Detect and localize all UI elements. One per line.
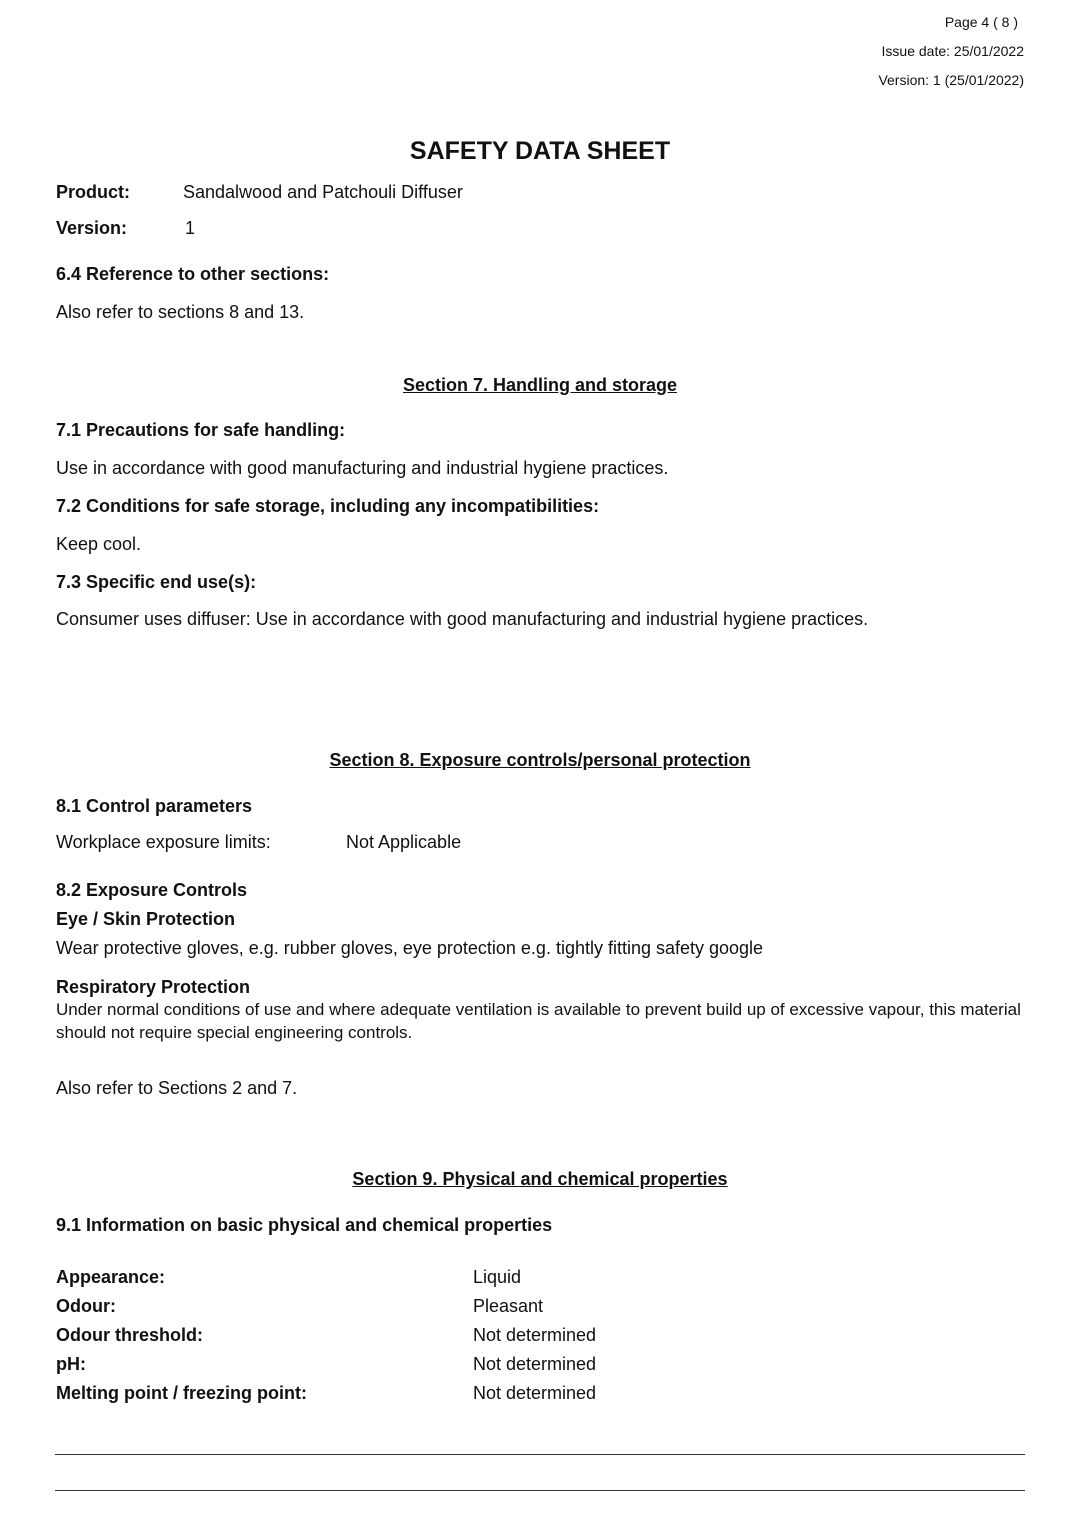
property-label: Odour threshold: bbox=[56, 1325, 203, 1345]
text-7-1: Use in accordance with good manufacturing and industrial hygiene practices. bbox=[56, 458, 669, 478]
version-label: Version: bbox=[56, 218, 128, 238]
text-7-2: Keep cool. bbox=[56, 534, 142, 554]
eye-skin-text: Wear protective gloves, e.g. rubber gloves, eye protection e.g. tightly fitting safety google bbox=[56, 938, 764, 958]
heading-6-4: 6.4 Reference to other sections: bbox=[56, 264, 330, 284]
exposure-limits-label: Workplace exposure limits: bbox=[56, 832, 271, 852]
page-number: Page 4 ( 8 ) bbox=[944, 14, 1018, 30]
footer-rule-bottom bbox=[55, 1490, 1025, 1491]
respiratory-text: Under normal conditions of use and where adequate ventilation is available to prevent build up of excessive vapour, this material should not require special engineering controls. bbox=[56, 1000, 1021, 1042]
version-value: 1 bbox=[185, 218, 196, 238]
property-label: Appearance: bbox=[56, 1267, 166, 1287]
section-9-title: Section 9. Physical and chemical properties bbox=[352, 1169, 728, 1189]
eye-skin-heading: Eye / Skin Protection bbox=[56, 909, 236, 929]
property-value: Not determined bbox=[473, 1325, 597, 1345]
property-label: Melting point / freezing point: bbox=[56, 1383, 307, 1403]
property-value: Not determined bbox=[473, 1354, 597, 1374]
product-label: Product: bbox=[56, 182, 130, 202]
property-value: Not determined bbox=[473, 1383, 597, 1403]
heading-7-2: 7.2 Conditions for safe storage, including any incompatibilities: bbox=[56, 496, 600, 516]
text-7-3: Consumer uses diffuser: Use in accordance with good manufacturing and industrial hygiene practices. bbox=[56, 609, 869, 629]
heading-7-1: 7.1 Precautions for safe handling: bbox=[56, 420, 346, 440]
also-refer-text: Also refer to Sections 2 and 7. bbox=[56, 1078, 298, 1098]
heading-8-1: 8.1 Control parameters bbox=[56, 796, 253, 816]
document-title: SAFETY DATA SHEET bbox=[409, 137, 671, 165]
property-label: pH: bbox=[56, 1354, 86, 1374]
issue-date: Issue date: 25/01/2022 bbox=[881, 43, 1024, 59]
property-value: Pleasant bbox=[473, 1296, 544, 1316]
exposure-limits-value: Not Applicable bbox=[346, 832, 462, 852]
heading-7-3: 7.3 Specific end use(s): bbox=[56, 572, 257, 592]
text-6-4: Also refer to sections 8 and 13. bbox=[56, 302, 305, 322]
section-8-title: Section 8. Exposure controls/personal protection bbox=[329, 750, 751, 770]
footer-rule-top bbox=[55, 1454, 1025, 1455]
heading-9-1: 9.1 Information on basic physical and chemical properties bbox=[56, 1215, 553, 1235]
product-value: Sandalwood and Patchouli Diffuser bbox=[183, 182, 463, 202]
section-7-title: Section 7. Handling and storage bbox=[402, 375, 678, 395]
property-value: Liquid bbox=[473, 1267, 522, 1287]
respiratory-heading: Respiratory Protection bbox=[56, 977, 251, 997]
property-label: Odour: bbox=[56, 1296, 116, 1316]
version-date: Version: 1 (25/01/2022) bbox=[878, 72, 1024, 88]
heading-8-2: 8.2 Exposure Controls bbox=[56, 880, 248, 900]
